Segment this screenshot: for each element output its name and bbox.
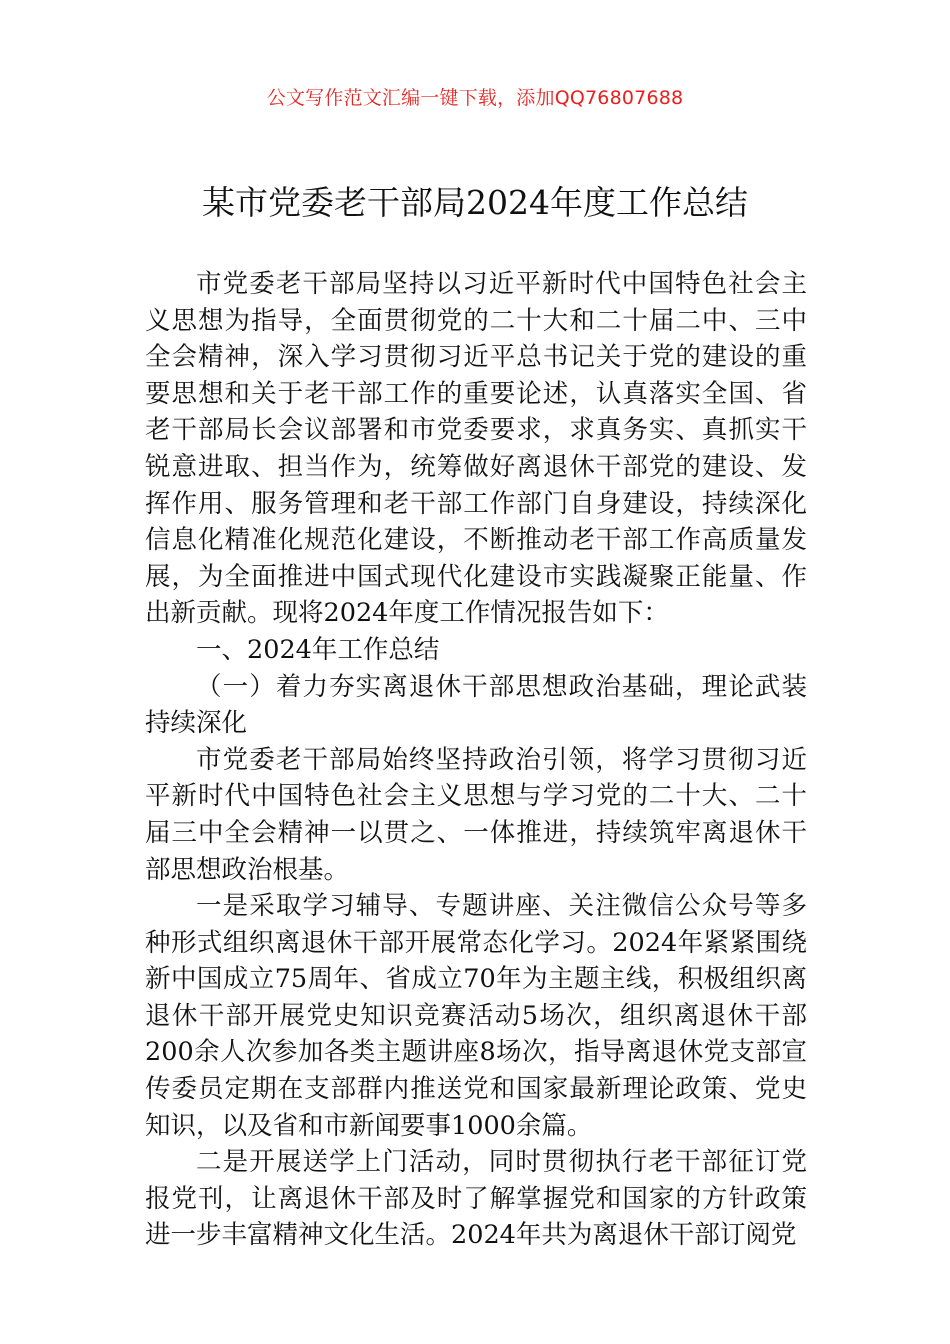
body-paragraph: 二是开展送学上门活动，同时贯彻执行老干部征订党报党刊，让离退休干部及时了解掌握党和国家的方针政策进一步丰富精神文化生活。2024年共为离退休干部订阅党 [145, 1147, 807, 1251]
intro-paragraph: 市党委老干部局坚持以习近平新时代中国特色社会主义思想为指导，全面贯彻党的二十大和二十届二中、三中全会精神，深入学习贯彻习近平总书记关于党的建设的重要思想和关于老干部工作的重要论述，认真落实全国、省老干部局长会议部署和市党委要求，求真务实、真抓实干锐意进取、担当作为，统筹做好离退休干部党的建设、发挥作用、服务管理和老干部工作部门自身建设，持续深化信息化精准化规范化建设，不断推动老干部工作高质量发展，为全面推进中国式现代化建设市实践凝聚正能量、作出新贡献。现将2024年度工作情况报告如下： [145, 269, 807, 629]
document-title: 某市党委老干部局2024年度工作总结 [202, 183, 748, 222]
body-paragraph: 一是采取学习辅导、专题讲座、关注微信公众号等多种形式组织离退休干部开展常态化学习。2024年紧紧围绕新中国成立75周年、省成立70年为主题主线，积极组织离退休干部开展党史知识竞赛活动5场次，组织离退休干部200余人次参加各类主题讲座8场次，指导离退休党支部宣传委员定期在支部群内推送党和国家最新理论政策、党史知识，以及省和市新闻要事1000余篇。 [145, 891, 807, 1141]
body-paragraph: 市党委老干部局始终坚持政治引领，将学习贯彻习近平新时代中国特色社会主义思想与学习党的二十大、二十届三中全会精神一以贯之、一体推进，持续筑牢离退休干部思想政治根基。 [145, 744, 807, 885]
download-banner: 公文写作范文汇编一键下载，添加QQ76807688 [266, 87, 684, 109]
subsection-heading: （一）着力夯实离退休干部思想政治基础，理论武装持续深化 [145, 671, 807, 739]
document-body [145, 266, 807, 1254]
section-heading: 一、2024年工作总结 [196, 634, 440, 665]
